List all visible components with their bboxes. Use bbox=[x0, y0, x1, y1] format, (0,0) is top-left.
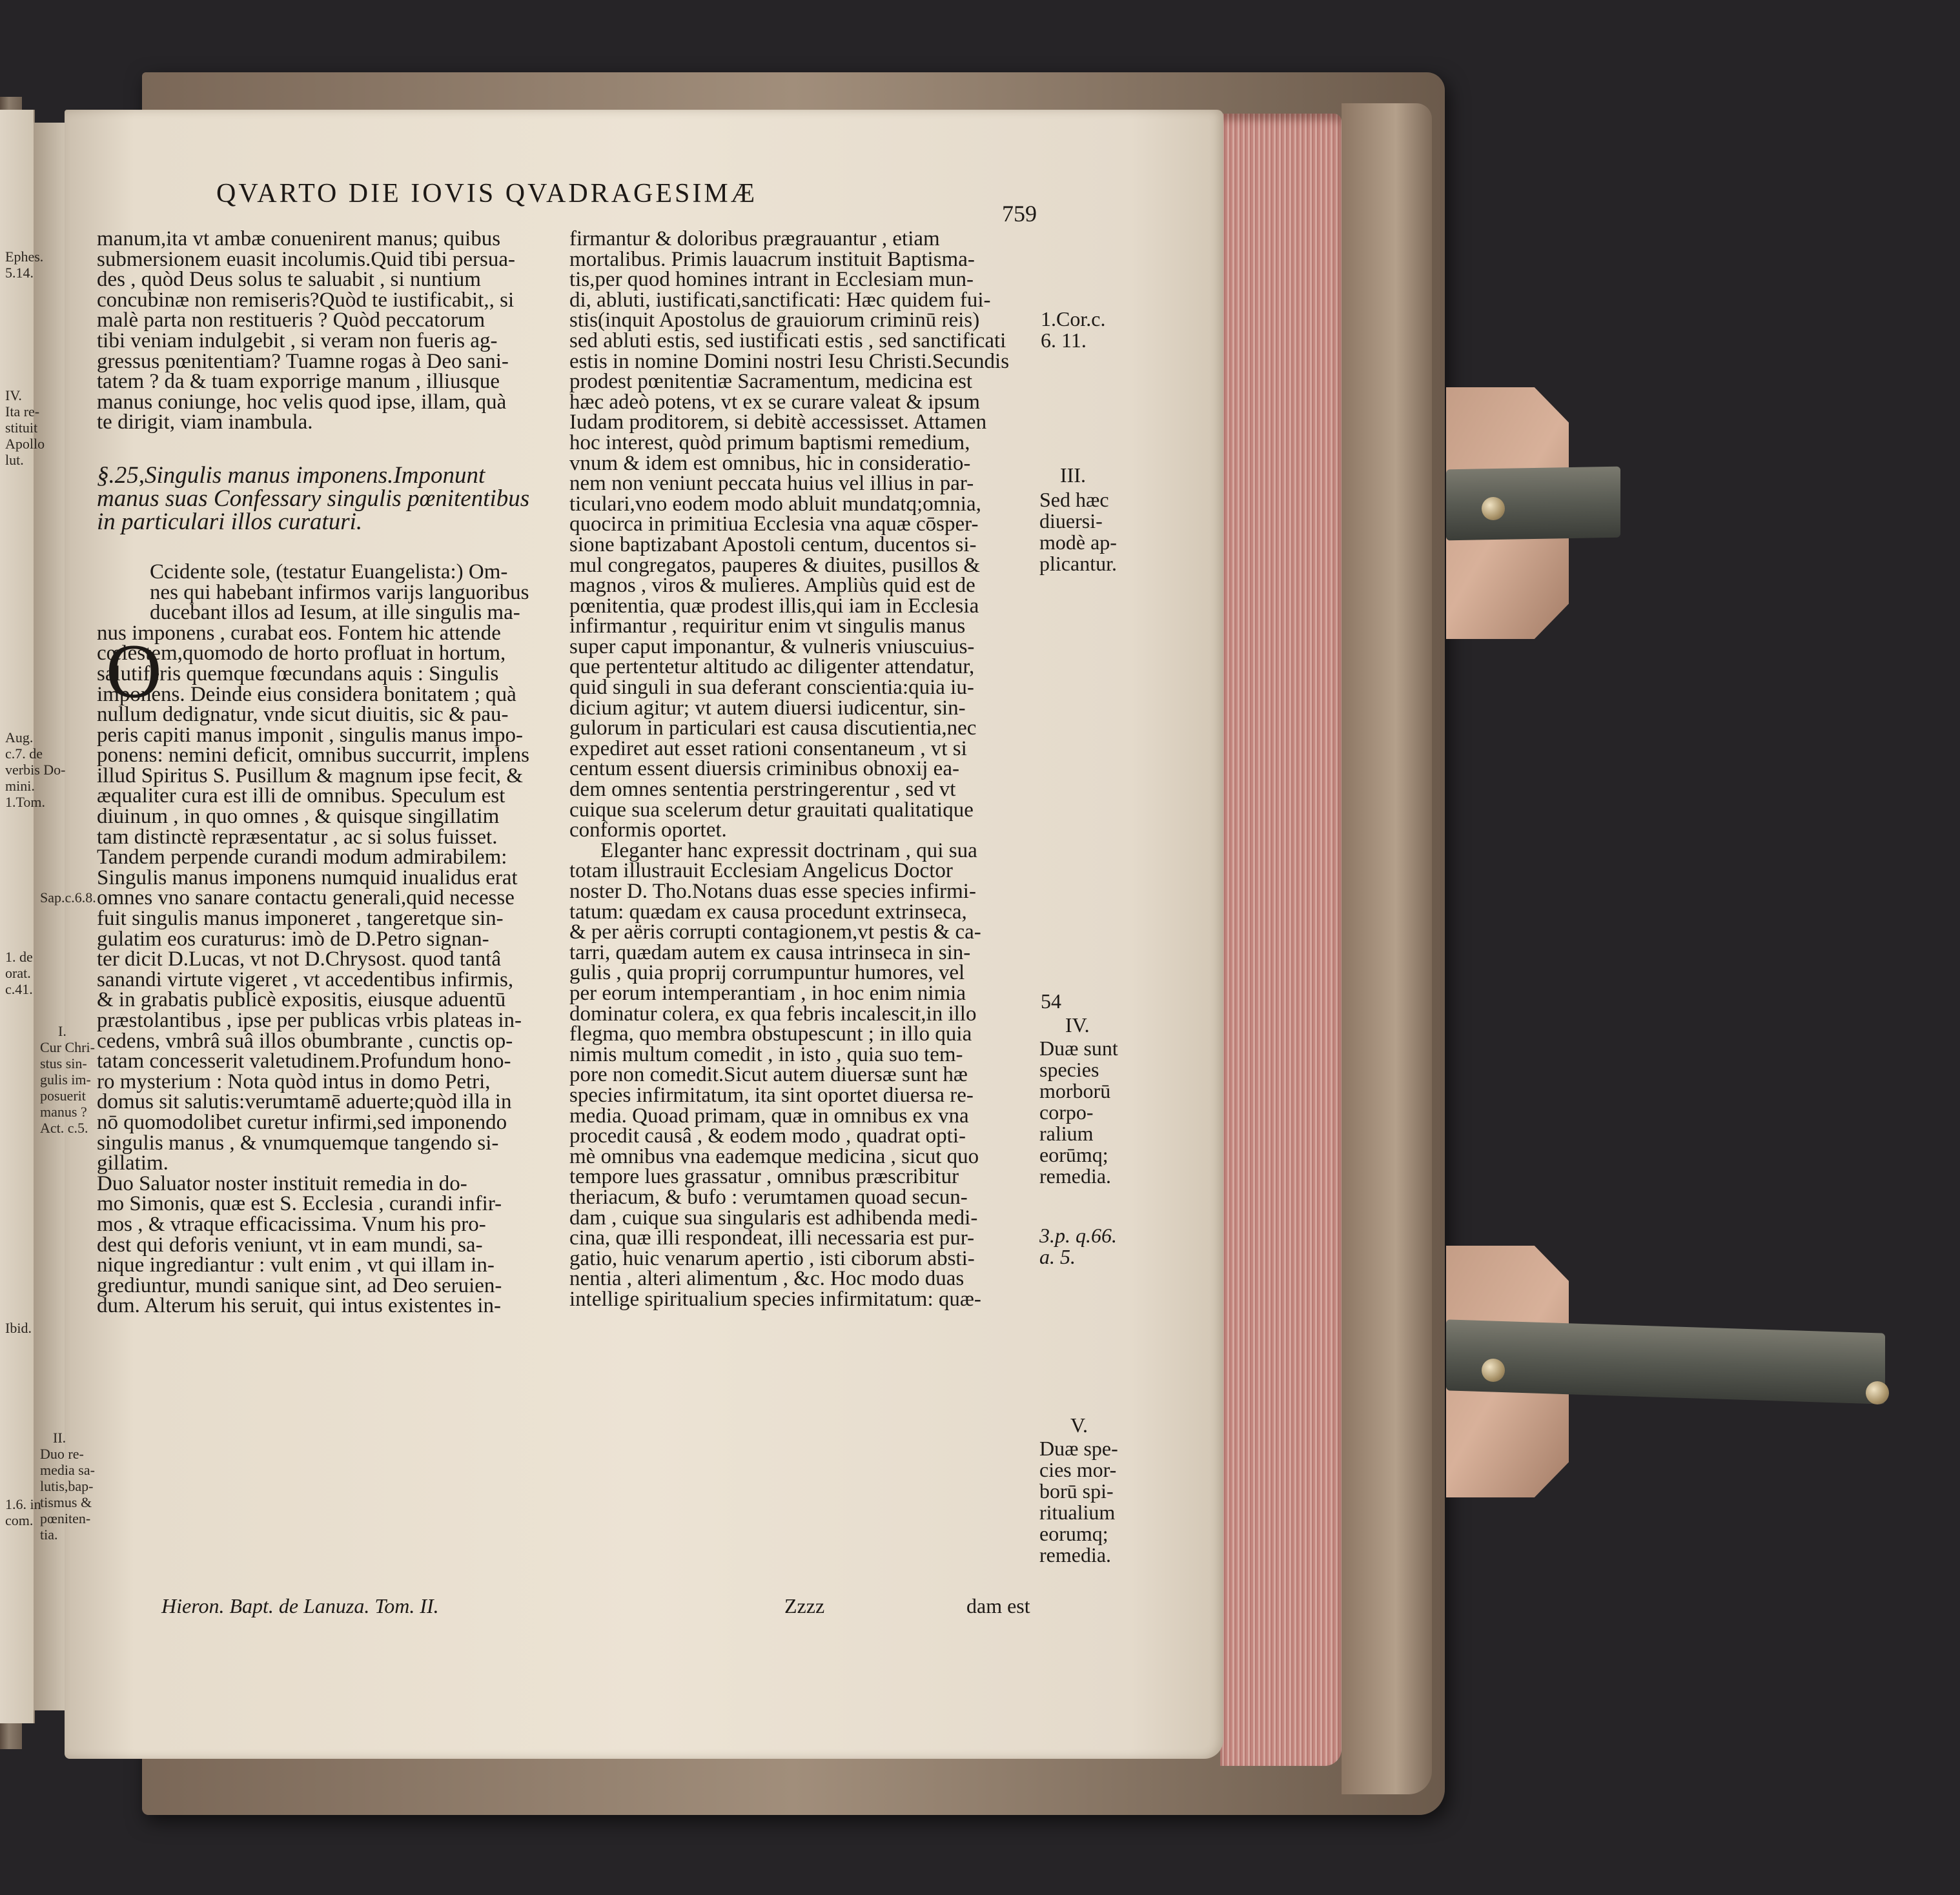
text-line: prodest pœnitentiæ Sacramentum, medicina est bbox=[569, 370, 973, 394]
margin-note-duo-remedia: II. Duo re- media sa- lutis,bap- tismus & pœniten- tia. bbox=[40, 1430, 95, 1543]
text-line: hæc adeò potens, vt ex se curare valeat & ipsum bbox=[569, 390, 980, 414]
text-line: quid singuli in sua deferant conscientia:quia iu- bbox=[569, 676, 974, 700]
text-line: mos , & vtraque efficacissima. Vnum his pro- bbox=[97, 1212, 486, 1236]
margin-note-diuersimode: Sed hæc diuersi- modè ap- plicantur. bbox=[1039, 488, 1117, 575]
margin-number-iii: III. bbox=[1060, 463, 1086, 487]
margin-note-orat: 1. de orat. c.41. bbox=[5, 949, 33, 997]
margin-number-iv: IV. bbox=[1065, 1013, 1090, 1037]
text-line: intellige spiritualium species infirmitatum: quæ- bbox=[569, 1287, 981, 1311]
text-line: sione baptizabant Apostoli centum, ducentos si- bbox=[569, 532, 977, 556]
text-line: gulatim eos curaturus: imò de D.Petro signan- bbox=[97, 927, 489, 951]
text-line: & in grabatis publicè expositis, eiusque aduentū bbox=[97, 988, 506, 1012]
text-line: nimis multum comedit , in isto , quia suo tem- bbox=[569, 1042, 963, 1066]
text-line: sanandi virtute vigeret , vt accedentibus infirmis, bbox=[97, 968, 514, 991]
margin-note-in-com: 1.6. in com. bbox=[5, 1496, 41, 1528]
text-line: præstolantibus , ipse per publicas vrbis plateas in- bbox=[97, 1009, 522, 1032]
text-line: æqualiter cura est illi de omnibus. Speculum est bbox=[97, 784, 505, 808]
lower-clasp-bar bbox=[1446, 1319, 1885, 1404]
text-line: tatam concesserit valetudinem.Profundum hono- bbox=[97, 1049, 511, 1073]
text-line: Ccidente sole, (testatur Euangelista:) Om- bbox=[150, 560, 508, 583]
text-line: concubinæ non remiseris?Quòd te iustificabit,, si bbox=[97, 288, 515, 312]
catchword: dam est bbox=[966, 1594, 1030, 1617]
margin-note-ibid: Ibid. bbox=[5, 1320, 32, 1336]
text-line: procedit causâ , & eodem modo , quadrat opti- bbox=[569, 1124, 966, 1148]
text-line: manus coniunge, hoc velis quod ipse, illam, quà bbox=[97, 390, 507, 414]
page-number: 759 bbox=[1002, 201, 1037, 227]
upper-clasp-bar bbox=[1446, 467, 1620, 541]
text-line: nes qui habebant infirmos varijs languoribus bbox=[150, 580, 529, 604]
text-line: estis in nomine Domini nostri Iesu Christi.Secundis bbox=[569, 349, 1010, 373]
text-line: malè parta non restitueris ? Quòd peccatorum bbox=[97, 309, 485, 332]
text-line: ducebant illos ad Iesum, at ille singulis ma- bbox=[150, 601, 520, 625]
right-column bbox=[569, 229, 1034, 1310]
text-line: nem non veniunt peccata huius vel illius in par- bbox=[569, 472, 974, 496]
section-heading-line: in particulari illos curaturi. bbox=[97, 508, 363, 535]
text-line: Duo Saluator noster instituit remedia in do- bbox=[97, 1171, 467, 1195]
text-line: cedens, vmbrâ suâ illos obumbrante , cunctis op- bbox=[97, 1029, 513, 1053]
page-edges bbox=[1220, 114, 1342, 1766]
text-line: cœlestem,quomodo de horto profluat in hortum, bbox=[97, 642, 506, 665]
text-line: pœnitentia, quæ prodest illis,qui iam in Ecclesia bbox=[569, 594, 979, 618]
margin-note-ephes: Ephes. 5.14. bbox=[5, 248, 44, 281]
text-line: vnum & idem est omnibus, hic in consideratio- bbox=[569, 451, 971, 475]
text-line: Singulis manus imponens numquid inualidus erat bbox=[97, 866, 518, 889]
margin-note-morborum-spiritualium: Duæ spe- cies mor- borū spi- ritualium eorumq; remedia. bbox=[1039, 1437, 1118, 1566]
drop-capital: O bbox=[106, 628, 162, 714]
text-line: quocirca in primitiua Ecclesia vna aquæ cōsper- bbox=[569, 512, 979, 536]
text-line: nullum dedignatur, vnde sicut diuitis, sic & pau- bbox=[97, 703, 509, 727]
text-line: singulis manus , & vnumquemque tangendo si- bbox=[97, 1131, 499, 1155]
text-line: conformis oportet. bbox=[569, 818, 727, 842]
text-line: te dirigit, viam inambula. bbox=[97, 410, 313, 434]
text-line: per eorum intemperantiam , in hoc enim nimia bbox=[569, 981, 966, 1005]
text-line: tam distinctè repræsentatur , ac si solus fuisset. bbox=[97, 825, 498, 849]
text-line: ponens: nemini deficit, omnibus succurrit, implens bbox=[97, 744, 529, 767]
text-line: theriacum, & bufo : verumtamen quoad secun- bbox=[569, 1185, 968, 1209]
cover-board-edge bbox=[1342, 103, 1432, 1794]
text-line: que pertentetur altitudo ac diligenter attendatur, bbox=[569, 655, 975, 679]
margin-number-v: V. bbox=[1070, 1414, 1088, 1437]
text-line: pore non comedit.Sicut autem diuersæ sunt hæ bbox=[569, 1063, 968, 1087]
text-line: ter dicit D.Lucas, vt not D.Chrysost. quod tantâ bbox=[97, 948, 501, 971]
text-line: fuit singulis manus imponeret , tangeretque sin- bbox=[97, 907, 504, 931]
text-line: super caput imponantur, & vulneris vniuscuius- bbox=[569, 634, 975, 658]
text-line: tis,per quod homines intrant in Ecclesiam mun- bbox=[569, 268, 974, 292]
text-line: & per aëris corrupti contagionem,vt pestis & ca- bbox=[569, 920, 981, 944]
text-line: gressus pœnitentiam? Tuamne rogas à Deo sani- bbox=[97, 349, 509, 373]
text-line: hoc interest, quòd primum baptismi remedium, bbox=[569, 431, 970, 454]
signature-mark: Zzzz bbox=[784, 1594, 825, 1617]
text-line: omnes vno sanare contactu generali,quid necesse bbox=[97, 886, 515, 910]
text-line: noster D. Tho.Notans duas esse species infirmi- bbox=[569, 880, 976, 903]
text-line: firmantur & doloribus prægrauantur , etiam bbox=[569, 227, 940, 250]
text-line: gillatim. bbox=[97, 1151, 168, 1175]
text-line: expediret aut esset rationi consentaneum , vt si bbox=[569, 736, 967, 760]
margin-ref-corinthians: 1.Cor.c. 6. 11. bbox=[1041, 307, 1106, 352]
section-heading-line: manus suas Confessary singulis pœnitentibus bbox=[97, 485, 530, 512]
upper-clasp-rivet bbox=[1482, 497, 1505, 520]
text-line: tatem ? da & tuam exporrige manum , illiusque bbox=[97, 370, 500, 394]
text-line: diuinum , in quo omnes , & quisque singillatim bbox=[97, 805, 500, 829]
text-line: grediuntur, mundi sanique sint, ad Deo seruien- bbox=[97, 1273, 502, 1297]
text-line: gulorum in particulari est causa discutientia,nec bbox=[569, 716, 977, 740]
text-line: submersionem euasit incolumis.Quid tibi persua- bbox=[97, 247, 515, 271]
margin-note-sap: Sap.c.6.8. bbox=[40, 889, 96, 906]
lower-clasp-end-rivet bbox=[1866, 1381, 1889, 1404]
text-line: magnos , viros & mulieres. Ampliùs quid est de bbox=[569, 574, 975, 598]
text-line: salutiferis quemque fœcundans aquis : Singulis bbox=[97, 662, 499, 685]
text-line: nō quomodolibet curetur infirmi,sed imponendo bbox=[97, 1110, 507, 1134]
text-line: Eleganter hanc expressit doctrinam , qui sua bbox=[600, 838, 977, 862]
text-line: dicium agitur; vt autem diuersi iudicentur, sin- bbox=[569, 696, 966, 720]
lower-clasp-rivet bbox=[1482, 1359, 1505, 1382]
text-line: dest qui deforis veniunt, vt in eam mundi, sa- bbox=[97, 1233, 483, 1257]
footer-author: Hieron. Bapt. de Lanuza. Tom. II. bbox=[161, 1594, 439, 1617]
text-line: dum. Alterum his seruit, qui intus existentes in- bbox=[97, 1294, 502, 1318]
text-line: totam illustrauit Ecclesiam Angelicus Doctor bbox=[569, 859, 953, 883]
text-line: cuique sua scelerum detur grauitati qualitatique bbox=[569, 798, 974, 822]
margin-number-54: 54 bbox=[1041, 989, 1061, 1013]
text-line: sed abluti estis, sed iustificati estis , sed sanctificati bbox=[569, 329, 1006, 352]
text-line: stis(inquit Apostolus de grauiorum criminū reis) bbox=[569, 309, 980, 332]
margin-note-morborum-corporalium: Duæ sunt species morborū corpo- ralium eorūmq; remedia. bbox=[1039, 1037, 1118, 1188]
text-line: Tandem perpende curandi modum admirabilem: bbox=[97, 846, 507, 869]
text-line: dem omnes sententia perstringerentur , sed vt bbox=[569, 778, 956, 802]
text-line: flegma, quo membra obstupescunt ; in illo quia bbox=[569, 1022, 972, 1046]
running-head: QVARTO DIE IOVIS QVADRAGESIMÆ bbox=[216, 179, 758, 208]
margin-ref-thomas: 3.p. q.66. a. 5. bbox=[1039, 1224, 1117, 1268]
text-line: tibi veniam indulgebit , si veram non fueris ag- bbox=[97, 329, 498, 352]
text-line: nique ingrediantur : vult enim , vt qui illam in- bbox=[97, 1253, 495, 1277]
text-line: di, abluti, iustificati,sanctificati: Hæc quidem fui- bbox=[569, 288, 991, 312]
text-line: domus sit salutis:verumtamē aduerte;quòd illa in bbox=[97, 1090, 512, 1114]
text-line: tempore lues grassatur , omnibus præscribitur bbox=[569, 1165, 959, 1189]
left-column bbox=[97, 229, 537, 1317]
text-line: manum,ita vt ambæ conuenirent manus; quibus bbox=[97, 227, 501, 250]
text-line: mul congregatos, pauperes & diuites, pusillos & bbox=[569, 553, 981, 577]
text-line: cina, quæ illi respondeat, illi necessaria est pur- bbox=[569, 1226, 975, 1250]
text-line: centum essent diuersis criminibus obnoxij ea- bbox=[569, 757, 959, 781]
text-line: gatio, huic venarum apertio , isti ciborum absti- bbox=[569, 1246, 975, 1270]
text-line: species infirmitatum, ita sint oportet diuersa re- bbox=[569, 1083, 974, 1107]
text-line: media. Quoad primam, quæ in omnibus ex vna bbox=[569, 1104, 969, 1128]
text-line: dam , cuique sua singularis est adhibenda medi- bbox=[569, 1206, 978, 1230]
text-line: tatum: quædam ex causa procedunt extrinseca, bbox=[569, 900, 967, 924]
text-line: tarri, quædam autem ex causa intrinseca in sin- bbox=[569, 940, 971, 964]
left-page-edge bbox=[0, 110, 35, 1723]
text-line: mè omnibus vna eademque medicina , sicut quo bbox=[569, 1144, 979, 1168]
text-line: illud Spiritus S. Pusillum & magnum ipse fecit, & bbox=[97, 764, 524, 787]
text-line: ro mysterium : Nota quòd intus in domo Petri, bbox=[97, 1069, 491, 1093]
text-line: peris capiti manus imponit , singulis manus impo- bbox=[97, 723, 523, 747]
text-line: ticulari,vno eodem modo abluit mundatq;omnia, bbox=[569, 492, 981, 516]
text-line: nus imponens , curabat eos. Fontem hic attende bbox=[97, 621, 501, 645]
text-line: gulis , quia proprij corrumpuntur humores, vel bbox=[569, 961, 965, 985]
text-line: nentia , alteri alimentum , &c. Hoc modo duas bbox=[569, 1267, 965, 1291]
margin-note-aug: Aug. c.7. de verbis Do- mini. 1.Tom. bbox=[5, 729, 66, 810]
text-line: mortalibus. Primis lauacrum instituit Baptisma- bbox=[569, 247, 975, 271]
text-line: dominatur colera, ex qua febris incalescit,in illo bbox=[569, 1002, 977, 1026]
text-line: Iudam proditorem, si debitè accessisset. Attamen bbox=[569, 410, 987, 434]
margin-note-cur-christus: I. Cur Chri- stus sin- gulis im- posuerit manus ? Act. c.5. bbox=[40, 1023, 95, 1136]
text-line: infirmantur , requiritur enim vt singulis manus bbox=[569, 614, 966, 638]
section-heading: §.25,Singulis manus imponens.Imponunt bbox=[97, 461, 485, 489]
text-line: mo Simonis, quæ est S. Ecclesia , curandi infir- bbox=[97, 1192, 502, 1216]
margin-note-iv: IV. Ita re- stituit Apollo lut. bbox=[5, 387, 45, 468]
text-line: des , quòd Deus solus te saluabit , si nuntium bbox=[97, 268, 481, 292]
text-line: imponens. Deinde eius considera bonitatem ; quà bbox=[97, 682, 516, 706]
